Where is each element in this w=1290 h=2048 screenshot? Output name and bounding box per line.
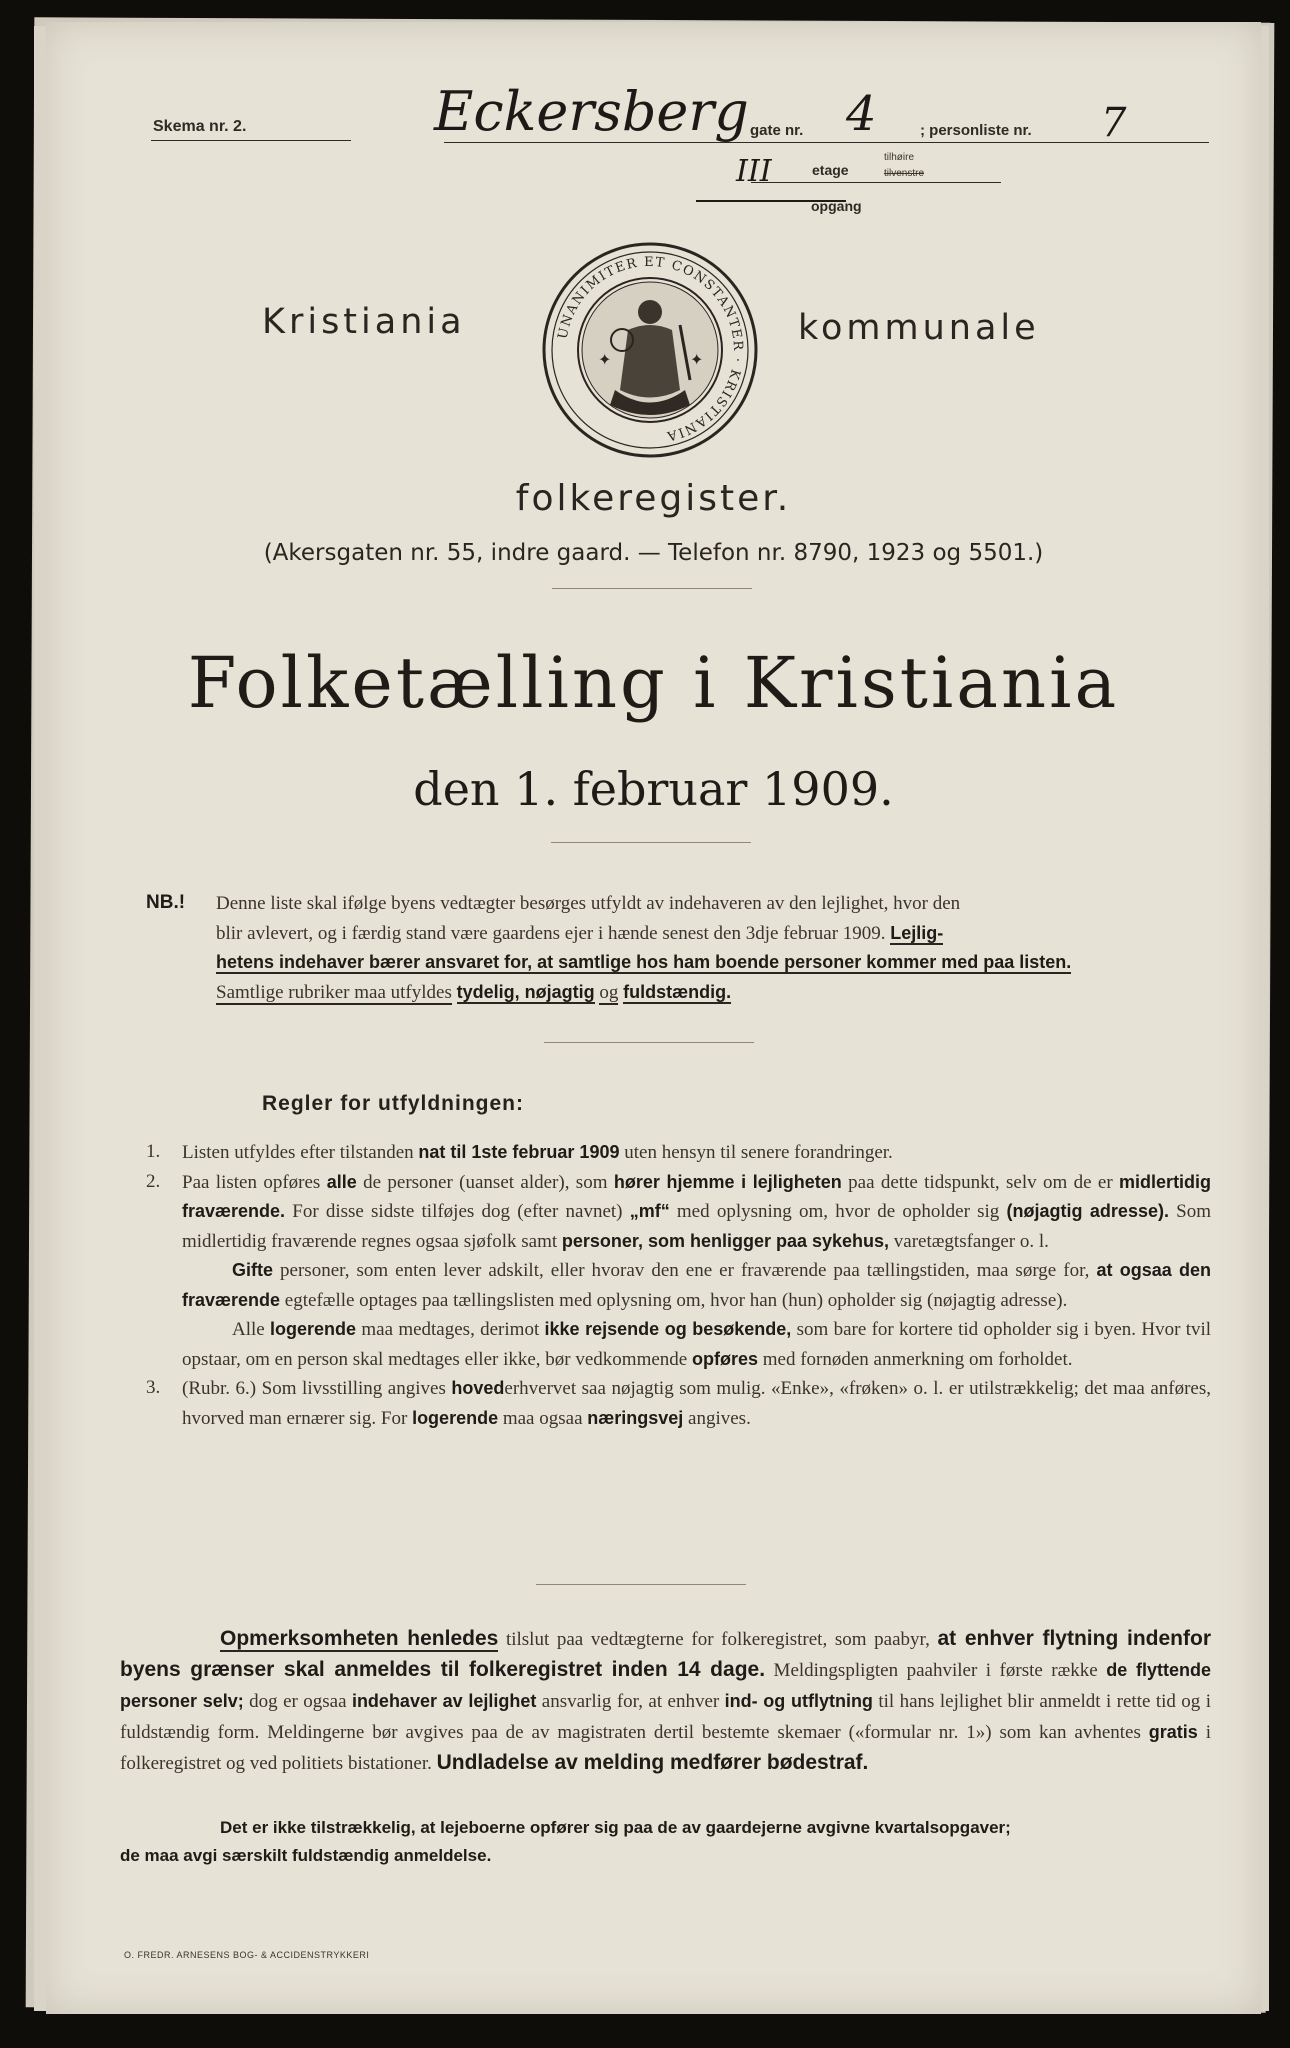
svg-text:✦: ✦ xyxy=(690,350,704,369)
org-address: (Akersgaten nr. 55, indre gaard. — Telefon nr. 8790, 1923 og 5501.) xyxy=(263,540,1044,566)
header-line xyxy=(444,142,1209,143)
notice-paragraph: Opmerksomheten henledes tilslut paa vedtægterne for folkeregistret, som paabyr, at enhver flytning indenfor byens grænser skal anmeldes til folkeregistret inden 14 dage. Meldingspligten paahviler i første række de flyttende personer selv; dog er ogsaa indehaver av lejlighet ansvarlig for, at enhver ind- og utflytning til hans lejlighet blir anmeldt i rette tid og i fuldstændig form. Meldingerne bør avgives paa de av magistraten dertil bestemte skemaer («formular nr. 1») som kan avhentes gratis i folkeregistret og ved politiets bistationer. Undladelse av melding medfører bødestraf. xyxy=(120,1627,1212,1774)
rule-2: 2. Paa listen opføres alle de personer (uanset alder), som hører hjemme i lejligheten paa dette tidspunkt, selv om de er midlertidig fraværende. For disse sidste tilføjes dog (efter navnet) „mf“ med oplysning om, hvor de opholder sig (nøjagtig adresse). Som midlertidig fraværende regnes ogsaa sjøfolk samt personer, som henligger paa sykehus, varetægtsfanger o. l. xyxy=(146,1170,1212,1252)
gate-number-handwritten: 4 xyxy=(846,86,877,142)
org-name-left: Kristiania xyxy=(262,302,466,342)
schema-label: Skema nr. 2. xyxy=(153,118,247,135)
nb-line1: Denne liste skal ifølge byens vedtægter besørges utfyldt av indehaveren av den lejlighet, hvor den xyxy=(216,893,961,914)
document-date: den 1. februar 1909. xyxy=(413,762,894,816)
document-title: Folketælling i Kristiania xyxy=(187,642,1120,724)
personliste-number-handwritten: 7 xyxy=(1101,100,1127,146)
divider xyxy=(536,1584,746,1585)
nb-line4: Samtlige rubriker maa utfyldes tydelig, nøjagtig og fuldstændig. xyxy=(216,981,732,1003)
rule-2-gifte: Gifte personer, som enten lever adskilt, eller hvorav den ene er fraværende paa tællingstiden, maa sørge for, at ogsaa den fraværende egtefælle optages paa tællingslisten med oplysning om, hvor han (hun) opholder sig (nøjagtig adresse). xyxy=(182,1260,1212,1311)
org-name-line2: folkeregister. xyxy=(515,478,792,519)
divider xyxy=(544,1042,754,1043)
rules-list xyxy=(146,1138,1211,1433)
org-name-right: kommunale xyxy=(798,308,1040,348)
svg-text:✦: ✦ xyxy=(598,350,612,369)
divider xyxy=(552,588,752,589)
personliste-label: ; personliste nr. xyxy=(920,122,1032,139)
etage-line xyxy=(751,182,1001,183)
census-form-page xyxy=(46,22,1261,2014)
seal-icon xyxy=(540,240,760,460)
rules-heading: Regler for utfyldningen: xyxy=(262,1092,524,1115)
svg-text:UNANIMITER ET CONSTANTER · KRI: UNANIMITER ET CONSTANTER · KRISTIANIA xyxy=(555,254,746,444)
nb-label: NB.! xyxy=(146,892,186,913)
street-name-handwritten: Eckersberg xyxy=(434,80,749,143)
kristiania-seal xyxy=(540,240,760,460)
rule-1: 1. Listen utfyldes efter tilstanden nat til 1ste februar 1909 uten hensyn til senere forandringer. xyxy=(146,1141,893,1163)
notice-p2-line2: de maa avgi særskilt fuldstændig anmeldelse. xyxy=(120,1846,492,1865)
etage-side-top: tilhøire xyxy=(884,152,915,163)
printer-imprint: O. FREDR. ARNESENS BOG- & ACCIDENSTRYKKERI xyxy=(124,1950,370,1960)
etage-handwritten: III xyxy=(736,154,772,189)
nb-paragraph xyxy=(216,890,1211,1007)
gate-label: gate nr. xyxy=(750,122,804,139)
etage-side-bottom: tilvenstre xyxy=(884,168,925,179)
opgang-label: opgang xyxy=(811,198,862,214)
notice-paragraph-2 xyxy=(120,1814,1211,1870)
rule-3: 3. (Rubr. 6.) Som livsstilling angives hovederhvervet saa nøjagtig som mulig. «Enke», «frøken» o. l. er utilstrækkelig; det maa anføres, hvorved man ernærer sig. For logerende maa ogsaa næringsvej angives. xyxy=(146,1377,1211,1429)
rule-2-alle: Alle logerende maa medtages, derimot ikke rejsende og besøkende, som bare for kortere tid opholder sig i byen. Hvor tvil opstaar, om en person skal medtages eller ikke, bør vedkommende opføres med fornøden anmerkning om forholdet. xyxy=(182,1319,1212,1370)
notice-p2-line1: Det er ikke tilstrækkelig, at lejeboerne opfører sig paa de av gaardejerne avgivne kvartalsopgaver; xyxy=(220,1818,1011,1837)
divider xyxy=(551,842,751,843)
nb-line3: hetens indehaver bærer ansvaret for, at samtlige hos ham boende personer kommer med paa listen. xyxy=(216,952,1072,972)
nb-line2: blir avlevert, og i færdig stand være gaardens ejer i hænde senest den 3dje februar 1909. Lejlig- xyxy=(216,922,944,944)
etage-label: etage xyxy=(812,162,849,178)
schema-underline xyxy=(151,140,351,141)
